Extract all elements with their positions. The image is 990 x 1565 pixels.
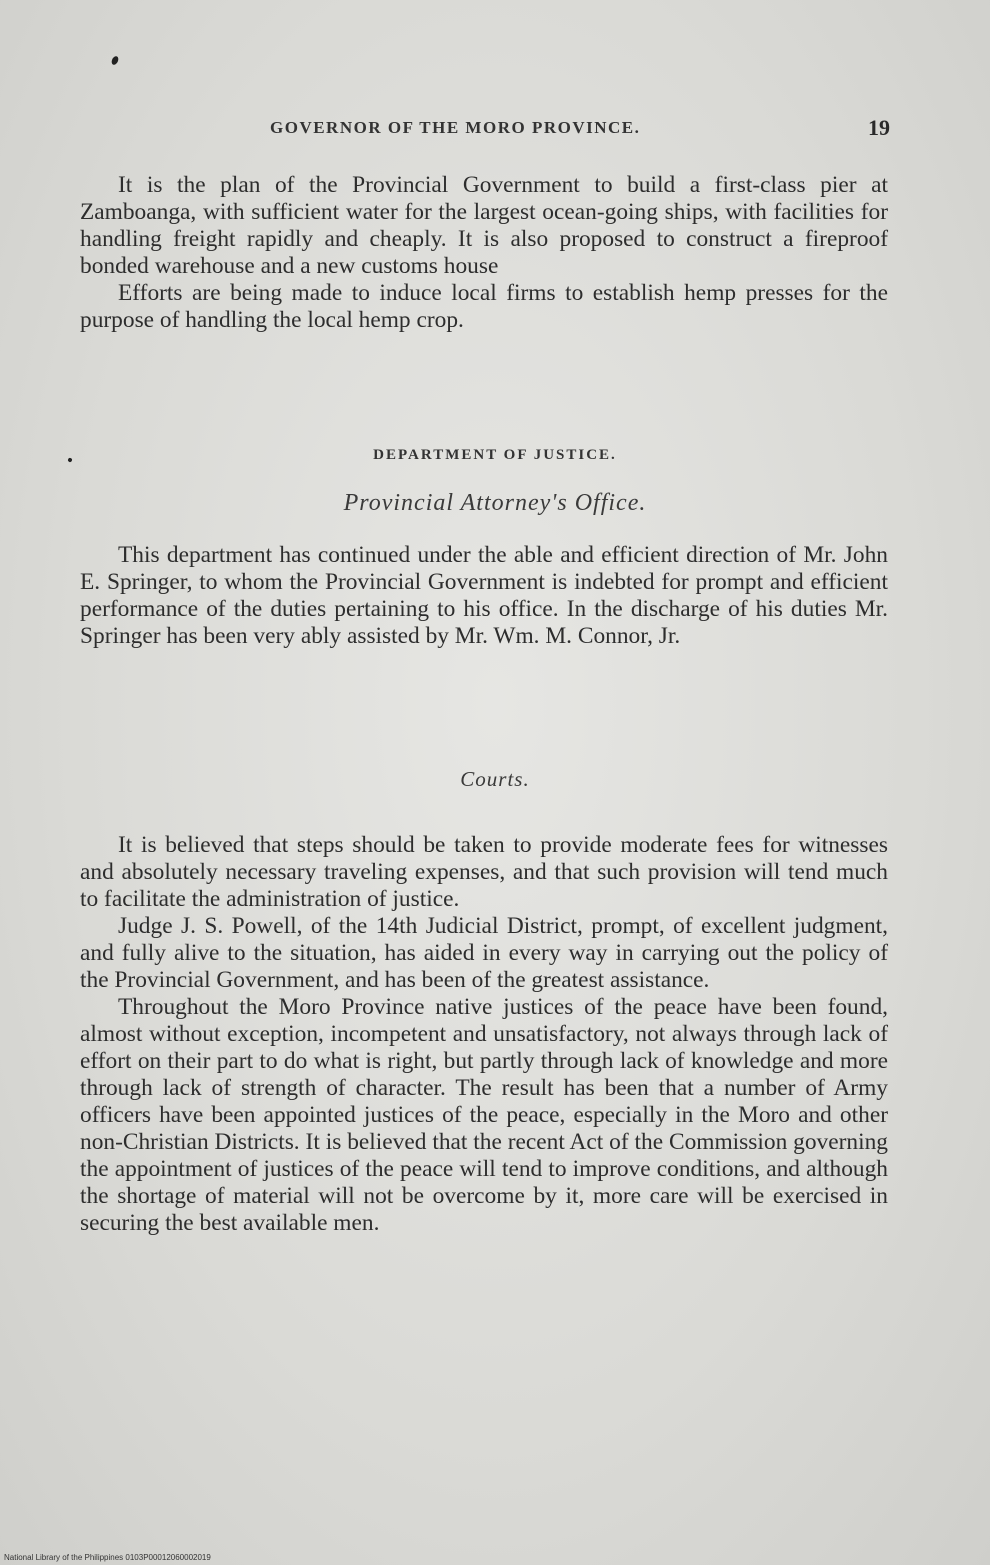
paragraph-hemp-presses: Efforts are being made to induce local firms to establish hemp presses for the purpose of handling the local hemp crop. [80,280,888,333]
paragraph-springer: This department has continued under the able and efficient direction of Mr. John E. Springer, to whom the Provincial Government is indebted for prompt and efficient performance of the duties pertaining to his office. In the discharge of his duties Mr. Springer has been very ably assisted by Mr. Wm. M. Connor, Jr. [80,542,888,649]
paragraph-judge-powell: Judge J. S. Powell, of the 14th Judicial District, prompt, of excellent judgment, and fully alive to the situation, has aided in every way in carrying out the policy of the Provincial Government, and has been of the greatest assistance. [80,913,888,993]
paragraph-justices-of-peace: Throughout the Moro Province native justices of the peace have been found, almost without exception, incompetent and unsatisfactory, not always through lack of effort on their part to do what is right, but partly through lack of knowledge and more through lack of strength of character. The result has been that a number of Army officers have been appointed justices of the peace, especially in the Moro and other non-Christian Districts. It is believed that the recent Act of the Commission governing the appointment of justices of the peace will tend to improve conditions, and although the shortage of material will not be overcome by it, more care will be exercised in securing the best available men. [80,994,888,1236]
intro-section [80,172,888,334]
page-number: 19 [868,115,890,140]
section-heading-justice: DEPARTMENT OF JUSTICE. [373,447,617,463]
paragraph-witness-fees: It is believed that steps should be taken to provide moderate fees for witnesses and absolutely necessary traveling expenses, and that such provision will tend much to facilitate the administration of justice. [80,832,888,912]
attorney-section [80,542,888,650]
paragraph-pier-plan: It is the plan of the Provincial Government to build a first-class pier at Zamboanga, with sufficient water for the largest ocean-going ships, with facilities for handling freight rapidly and cheaply. It is also proposed to construct a fireproof bonded warehouse and a new customs house [80,172,888,279]
scan-footer-caption: National Library of the Philippines 0103P00012060002019 [4,1553,211,1562]
subheading-attorney-office: Provincial Attorney's Office. [343,490,647,516]
subheading-courts: Courts. [460,767,530,791]
ink-blot-mark [110,55,119,66]
courts-section [80,832,888,1237]
running-header: GOVERNOR OF THE MORO PROVINCE. [270,118,641,137]
